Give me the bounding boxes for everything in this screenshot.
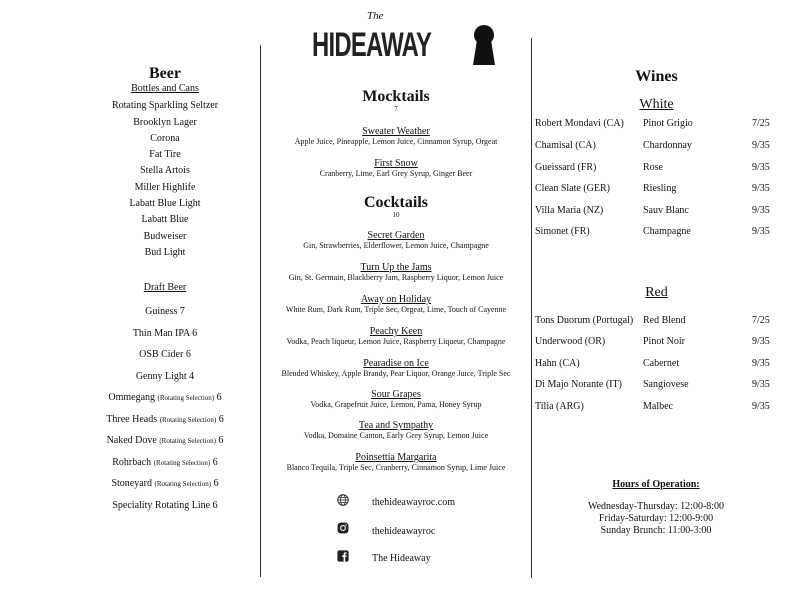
drink-desc: Vodka, Domaine Canton, Early Grey Syrup, Lemon Juice xyxy=(303,431,489,440)
list-item: OSB Cider 6 xyxy=(139,349,191,360)
table-row: Clean Slate (GER) Riesling 9/35 xyxy=(535,183,770,194)
list-item: Rohrbach (Rotating Selection) 6 xyxy=(112,456,218,468)
drink-name: Away on Holiday xyxy=(360,294,432,305)
bottles-header: Bottles and Cans xyxy=(131,83,199,94)
mocktail-item xyxy=(262,158,530,178)
list-item: Labatt Blue Light xyxy=(129,198,201,210)
logo-main-text: HIDEAWAY xyxy=(312,26,432,64)
drink-desc: White Rum, Dark Rum, Triple Sec, Orgeat, Lime, Touch of Cayenne xyxy=(285,305,507,314)
list-item: Ommegang (Rotating Selection) 6 xyxy=(108,392,222,403)
drink-name: Sweater Weather xyxy=(362,126,430,137)
logo xyxy=(312,8,442,68)
drink-name: Turn Up the Jams xyxy=(360,262,432,273)
drink-name: Tea and Sympathy xyxy=(358,420,434,431)
list-item: Naked Dove (Rotating Selection) 6 xyxy=(106,435,224,446)
list-item: Labatt Blue xyxy=(141,214,189,226)
list-item: Rotating Sparkling Seltzer xyxy=(111,100,219,112)
cocktail-item xyxy=(262,294,530,314)
drink-name: First Snow xyxy=(374,158,418,169)
table-row: Villa Maria (NZ) Sauv Blanc 9/35 xyxy=(535,205,770,216)
list-item: Three Heads (Rotating Selection) 6 xyxy=(106,413,224,425)
cocktails-title: Cocktails xyxy=(364,194,428,211)
list-item: Genny Light 4 xyxy=(135,370,195,382)
globe-icon xyxy=(337,494,349,506)
facebook-link[interactable]: The Hideaway xyxy=(372,553,431,564)
table-row: Tons Duorum (Portugal) Red Blend 7/25 xyxy=(535,315,770,326)
keyhole-icon xyxy=(472,24,496,66)
column-divider-right xyxy=(531,38,532,578)
table-row: Chamisal (CA) Chardonnay 9/35 xyxy=(535,140,770,151)
bottles-list xyxy=(75,98,255,261)
mocktails-title: Mocktails xyxy=(362,88,430,105)
red-wine-header: Red xyxy=(645,285,668,300)
drink-name: Peachy Keen xyxy=(369,326,423,337)
table-row: Gueissard (FR) Rose 9/35 xyxy=(535,162,770,173)
table-row: Underwood (OR) Pinot Noir 9/35 xyxy=(535,336,770,347)
mocktail-item xyxy=(262,126,530,146)
drink-desc: Gin, St. Germain, Blackberry Jam, Raspberry Liquor, Lemon Juice xyxy=(288,273,504,282)
mocktails-section xyxy=(262,88,530,113)
drink-desc: Blended Whiskey, Apple Brandy, Pear Liquor, Orange Juice, Triple Sec xyxy=(281,369,511,378)
list-item: Miller Highlife xyxy=(134,181,196,193)
cocktail-item xyxy=(262,326,530,346)
draft-list xyxy=(75,306,255,521)
cocktail-item xyxy=(262,358,530,378)
facebook-icon xyxy=(337,550,349,562)
cocktail-item xyxy=(262,230,530,250)
column-divider-left xyxy=(260,45,261,577)
drink-desc: Gin, Strawberries, Elderflower, Lemon Juice, Champagne xyxy=(303,241,489,250)
cocktail-item xyxy=(262,420,530,440)
cocktail-item xyxy=(262,389,530,409)
cocktail-item xyxy=(262,452,530,472)
table-row: Hahn (CA) Cabernet 9/35 xyxy=(535,358,770,369)
cocktails-price: 10 xyxy=(392,211,400,219)
hours-line: Friday-Saturday: 12:00-9:00 xyxy=(598,513,714,524)
drink-desc: Vodka, Peach liqueur, Lemon Juice, Raspberry Liqueur, Champagne xyxy=(286,337,506,346)
list-item: Bud Light xyxy=(144,246,186,258)
hours-section xyxy=(536,479,776,537)
list-item: Guiness 7 xyxy=(145,306,185,317)
draft-header: Draft Beer xyxy=(143,282,187,293)
beer-section xyxy=(75,65,255,261)
drink-name: Poinsettia Margarita xyxy=(355,452,437,463)
list-item: Thin Man IPA 6 xyxy=(132,327,198,339)
drink-name: Pearadise on Ice xyxy=(363,358,429,369)
wines-title: Wines xyxy=(635,68,678,85)
instagram-icon xyxy=(337,522,349,534)
list-item: Speciality Rotating Line 6 xyxy=(112,499,218,511)
drink-desc: Blanco Tequila, Triple Sec, Cranberry, Cinnamon Syrup, Lime Juice xyxy=(286,463,506,472)
drink-desc: Apple Juice, Pineapple, Lemon Juice, Cinnamon Syrup, Orgeat xyxy=(294,137,498,146)
table-row: Di Majo Norante (IT) Sangiovese 9/35 xyxy=(535,379,770,390)
list-item: Stoneyard (Rotating Selection) 6 xyxy=(111,478,219,489)
beer-title: Beer xyxy=(149,65,181,82)
list-item: Brooklyn Lager xyxy=(133,116,197,128)
drink-name: Secret Garden xyxy=(367,230,425,241)
hours-line: Sunday Brunch: 11:00-3:00 xyxy=(600,525,712,536)
hours-line: Wednesday-Thursday: 12:00-8:00 xyxy=(587,501,725,512)
list-item: Fat Tire xyxy=(149,149,181,161)
list-item: Corona xyxy=(150,132,180,144)
website-link[interactable]: thehideawayroc.com xyxy=(372,497,456,508)
table-row: Tilia (ARG) Malbec 9/35 xyxy=(535,401,770,412)
table-row: Simonet (FR) Champagne 9/35 xyxy=(535,226,770,237)
table-row: Robert Mondavi (CA) Pinot Grigio 7/25 xyxy=(535,118,770,129)
white-wine-header: White xyxy=(639,97,674,112)
drink-name: Sour Grapes xyxy=(371,389,421,400)
logo-script-text: The xyxy=(367,10,384,22)
instagram-link[interactable]: thehideawayroc xyxy=(372,526,436,537)
mocktails-price: 7 xyxy=(394,105,398,113)
hours-title: Hours of Operation: xyxy=(612,479,700,490)
drink-desc: Cranberry, Lime, Earl Grey Syrup, Ginger Beer xyxy=(319,169,473,178)
list-item: Budweiser xyxy=(143,230,187,242)
cocktail-item xyxy=(262,262,530,282)
list-item: Stella Artois xyxy=(140,165,190,177)
drink-desc: Vodka, Grapefruit Juice, Lemon, Pama, Honey Syrup xyxy=(310,400,482,409)
cocktails-section xyxy=(262,194,530,219)
